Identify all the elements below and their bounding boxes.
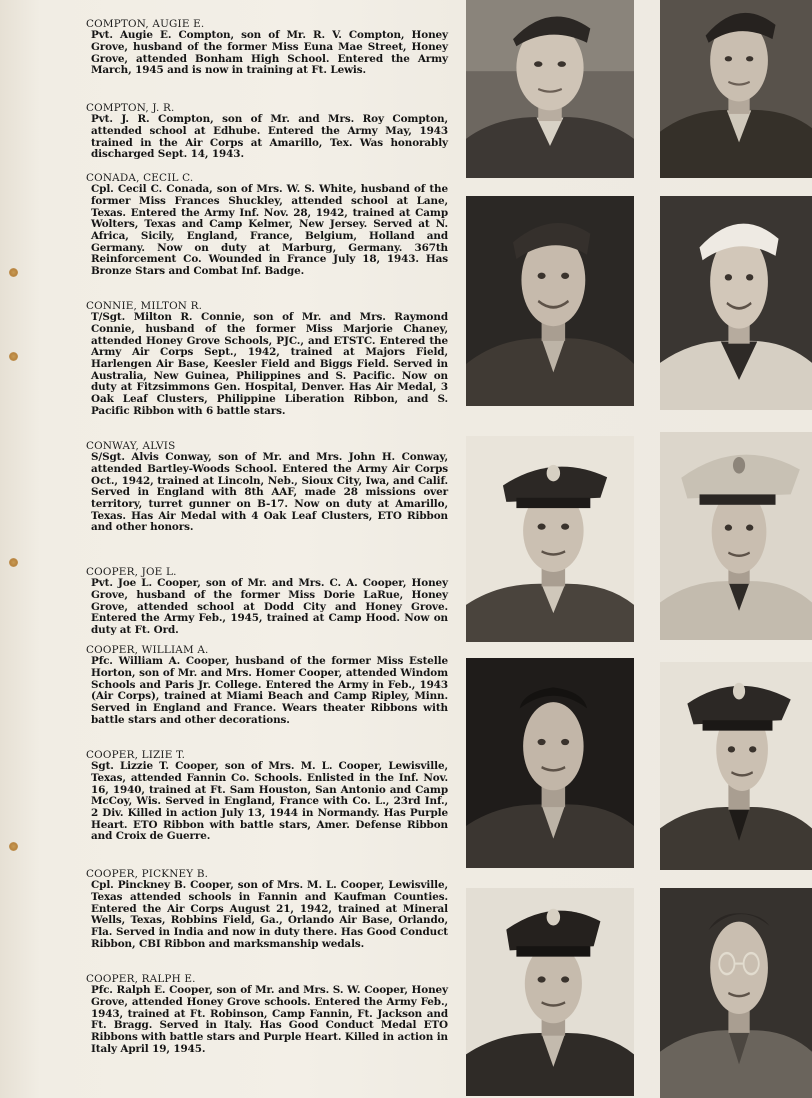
entry-name: CONWAY, ALVIS [86, 440, 176, 452]
entry-name: COOPER, JOE L. [86, 566, 177, 578]
portrait-photo [660, 662, 812, 870]
portrait-photo [466, 888, 634, 1096]
portrait-photo [466, 658, 634, 868]
entry-cooper-ralph [86, 973, 448, 1055]
entry-compton-augie [86, 18, 448, 77]
portrait-photo [660, 196, 812, 410]
entry-bio: S/Sgt. Alvis Conway, son of Mr. and Mrs. John H. Conway, attended Bartley-Woods School. Entered the Army Air Corps Oct., 1942, trained at Lincoln, Neb., Sioux City, Iwa, and Calif. Served in England with 8th AAF, made 28 missions over territory, turret gunner on B-17. Now on duty at Amarillo, Texas. Has Air Medal with 4 Oak Leaf Clusters, ETO Ribbon and other honors. [91, 451, 448, 534]
punch-hole [9, 842, 18, 851]
entry-conway-alvis [86, 440, 448, 534]
entry-name: COOPER, RALPH E. [86, 973, 196, 985]
portrait-photo [660, 432, 812, 640]
punch-hole [9, 268, 18, 277]
entry-name: COOPER, PICKNEY B. [86, 868, 209, 880]
entry-cooper-william [86, 644, 448, 726]
entry-bio: Pvt. J. R. Compton, son of Mr. and Mrs. Roy Compton, attended school at Edhube. Entered the Army May, 1943 trained in the Air Corps at Amarillo, Tex. Was honorably discharged Sept. 14, 1943. [91, 113, 448, 161]
entry-name: CONADA, CECIL C. [86, 172, 194, 184]
entry-name: COMPTON, J. R. [86, 102, 175, 114]
punch-hole [9, 352, 18, 361]
portrait-photo [466, 196, 634, 406]
entry-name: COOPER, LIZIE T. [86, 749, 186, 761]
entry-name: COOPER, WILLIAM A. [86, 644, 209, 656]
entry-bio: T/Sgt. Milton R. Connie, son of Mr. and Mrs. Raymond Connie, husband of the former Miss Marjorie Chaney, attended Honey Grove Schools, PJC., and ETSTC. Entered the Army Air Corps Sept., 1942, trained at Majors Field, Harlengen Air Base, Keesler Field and Biggs Field. Served in Australia, New Guinea, Philippines and S. Pacific. Now on duty at Fitzsimmons Gen. Hospital, Denver. Has Air Medal, 3 Oak Leaf Clusters, Philippine Liberation Ribbon, and S. Pacific Ribbon with 6 battle stars. [91, 311, 448, 417]
punch-hole [9, 558, 18, 567]
portrait-photo [660, 0, 812, 178]
entry-connie-milton [86, 300, 448, 418]
portrait-photo [466, 0, 634, 178]
entry-name: COMPTON, AUGIE E. [86, 18, 205, 30]
entry-bio: Cpl. Pinckney B. Cooper, son of Mrs. M. L. Cooper, Lewisville, Texas attended schools in Fannin and Kaufman Counties. Entered the Air Corps August 21, 1942, trained at Mineral Wells, Texas, Robbins Field, Ga., Orlando Air Base, Orlando, Fla. Served in India and now in duty there. Has Good Conduct Ribbon, CBI Ribbon and marksmanship wedals. [91, 879, 448, 950]
entry-compton-jr [86, 102, 448, 161]
entry-bio: Cpl. Cecil C. Conada, son of Mrs. W. S. White, husband of the former Miss Frances Shuckley, attended school at Lane, Texas. Entered the Army Inf. Nov. 28, 1942, trained at Camp Wolters, Texas and Camp Kelmer, New Jersey. Served at N. Africa, Sicily, England, France, Belgium, Holland and Germany. Now on duty at Marburg, Germany. 367th Reinforcement Co. Wounded in France July 18, 1943. Has Bronze Stars and Combat Inf. Badge. [91, 183, 448, 278]
entry-bio: Pvt. Joe L. Cooper, son of Mr. and Mrs. C. A. Cooper, Honey Grove, husband of the former Miss Dorie LaRue, Honey Grove, attended school at Dodd City and Honey Grove. Entered the Army Feb., 1945, trained at Camp Hood. Now on duty at Ft. Ord. [91, 577, 448, 637]
entry-bio: Sgt. Lizzie T. Cooper, son of Mrs. M. L. Cooper, Lewisville, Texas, attended Fannin Co. Schools. Enlisted in the Inf. Nov. 16, 1940, trained at Ft. Sam Houston, San Antonio and Camp McCoy, Wis. Served in England, France with Co. L., 23rd Inf., 2 Div. Killed in action July 13, 1944 in Normandy. Has Purple Heart. ETO Ribbon with battle stars, Amer. Defense Ribbon and Croix de Guerre. [91, 760, 448, 843]
entry-cooper-pickney [86, 868, 448, 950]
entry-bio: Pfc. William A. Cooper, husband of the former Miss Estelle Horton, son of Mr. and Mrs. Homer Cooper, attended Windom Schools and Paris Jr. College. Entered the Army in Feb., 1943 (Air Corps), trained at Miami Beach and Camp Ripley, Minn. Served in England and France. Wears theater Ribbons with battle stars and other decorations. [91, 655, 448, 726]
entry-cooper-lizie [86, 749, 448, 843]
entry-name: CONNIE, MILTON R. [86, 300, 203, 312]
portrait-photo [466, 436, 634, 642]
entry-conada-cecil [86, 172, 448, 278]
portrait-photo [660, 888, 812, 1098]
entry-bio: Pvt. Augie E. Compton, son of Mr. R. V. Compton, Honey Grove, husband of the former Miss Euna Mae Street, Honey Grove, attended Bonham High School. Entered the Army March, 1945 and is now in training at Ft. Lewis. [91, 29, 448, 77]
entry-cooper-joe [86, 566, 448, 637]
entry-bio: Pfc. Ralph E. Cooper, son of Mr. and Mrs. S. W. Cooper, Honey Grove, attended Honey Grove schools. Entered the Army Feb., 1943, trained at Ft. Robinson, Camp Fannin, Ft. Jackson and Ft. Bragg. Served in Italy. Has Good Conduct Medal ETO Ribbons with battle stars and Purple Heart. Killed in action in Italy April 19, 1945. [91, 984, 448, 1055]
